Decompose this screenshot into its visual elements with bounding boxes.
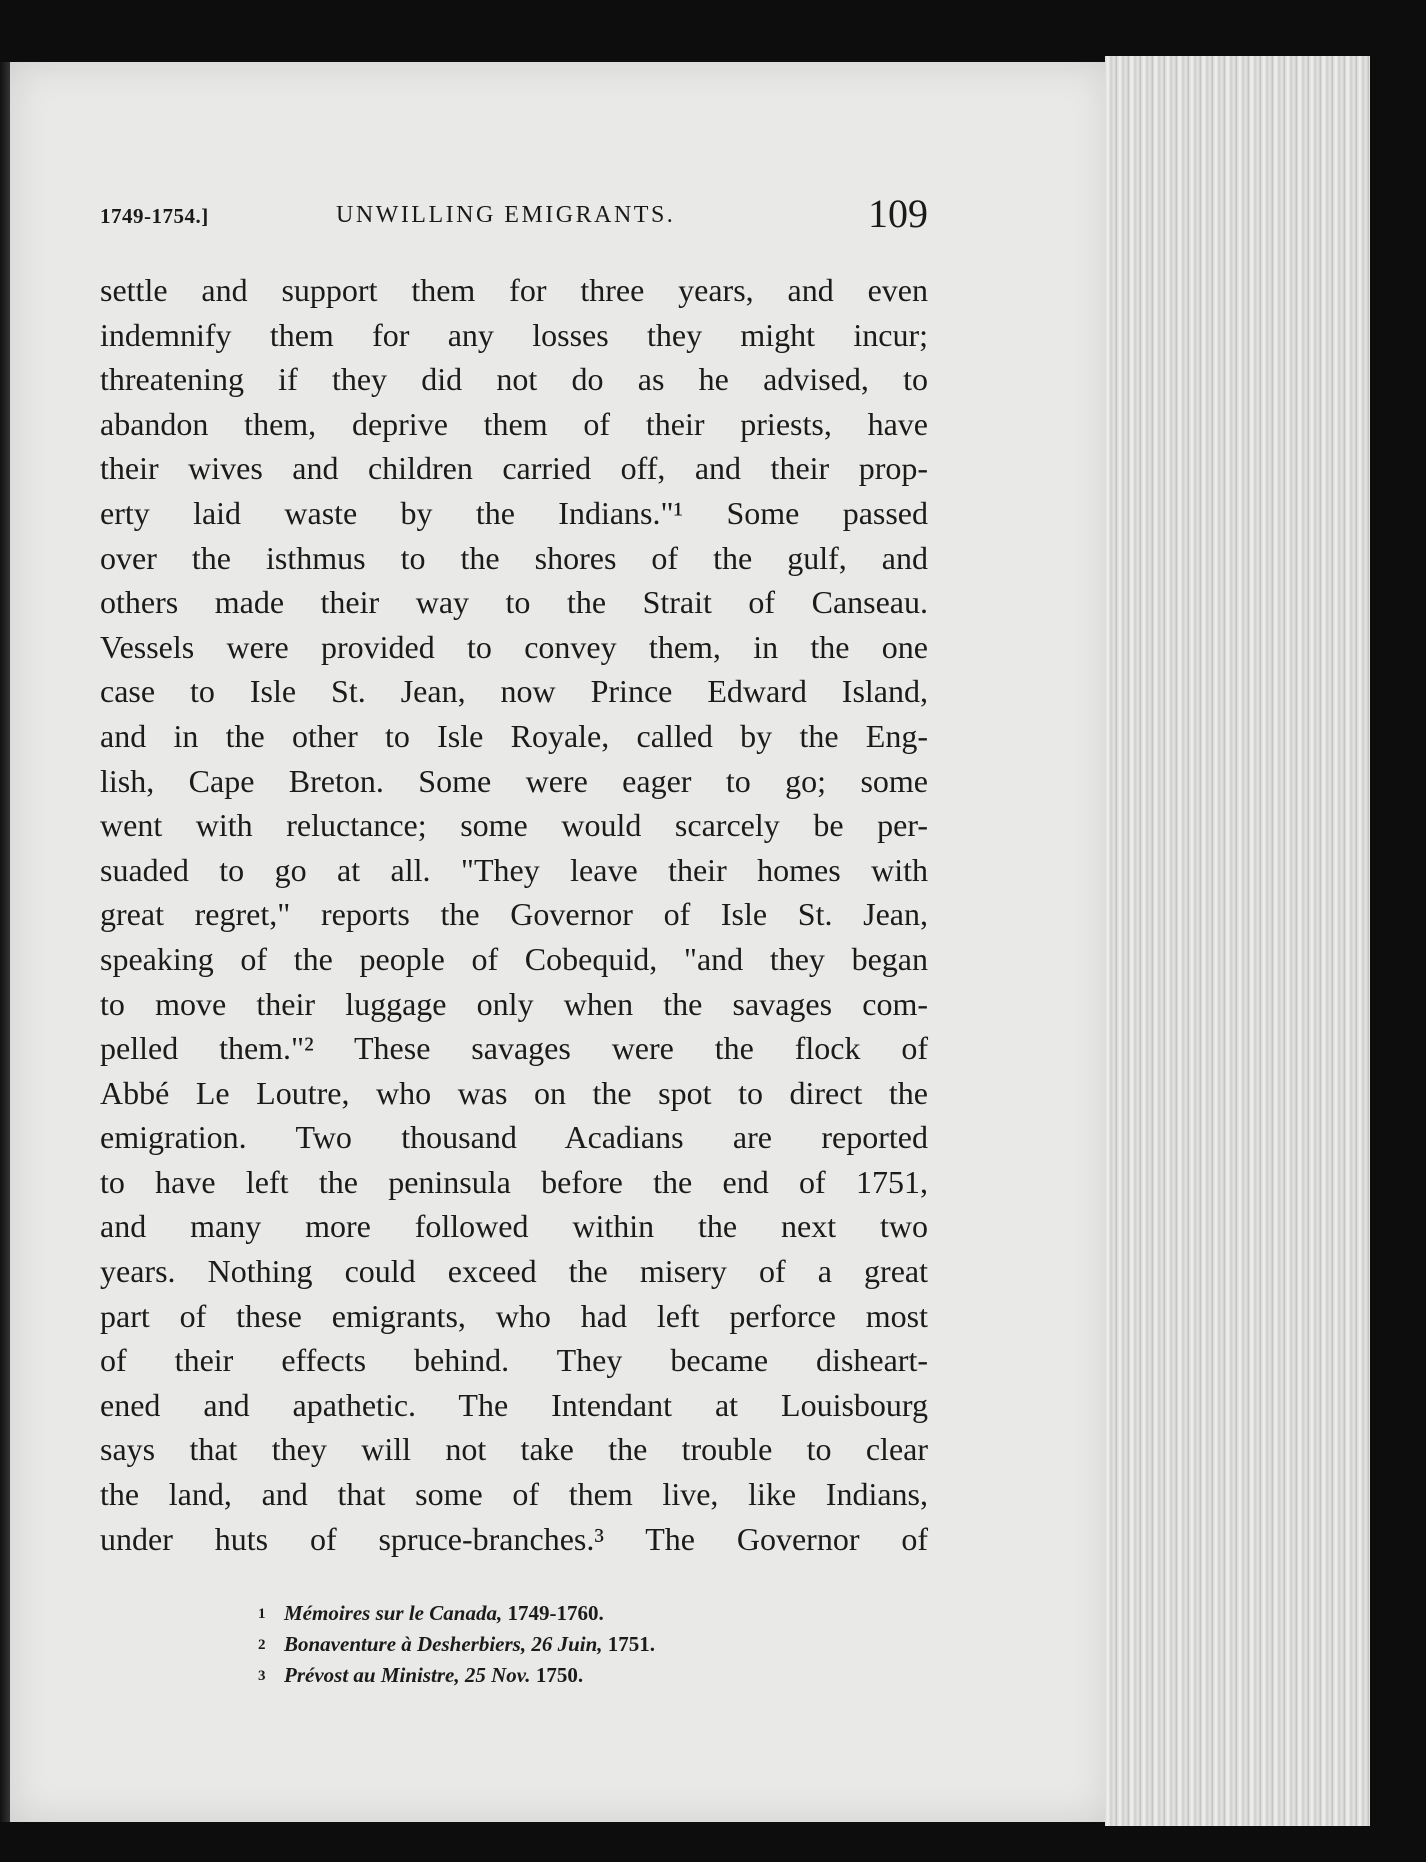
footnote-source: Mémoires sur le Canada, [284, 1601, 503, 1625]
footnote [258, 1629, 778, 1660]
text-line: threatening if they did not do as he advised, to [100, 361, 928, 398]
text-line: emigration. Two thousand Acadians are reported [100, 1119, 928, 1156]
page-number: 109 [868, 191, 928, 236]
text-line: speaking of the people of Cobequid, "and they began [100, 940, 928, 977]
header-date-range: 1749-1754.] [100, 204, 209, 228]
footnote-number: 3 [258, 1668, 266, 1684]
text-line: their wives and children carried off, and their prop- [100, 450, 928, 487]
running-header [100, 190, 928, 240]
text-line: over the isthmus to the shores of the gulf, and [100, 539, 928, 576]
text-line: went with reluctance; some would scarcely be per- [100, 807, 928, 844]
text-line: Abbé Le Loutre, who was on the spot to direct the [100, 1074, 928, 1111]
text-line: under huts of spruce-branches.³ The Governor of [100, 1520, 928, 1557]
text-line: to move their luggage only when the savages com- [100, 985, 928, 1022]
footnote-date: 1750. [535, 1663, 584, 1687]
text-line: lish, Cape Breton. Some were eager to go; some [100, 762, 928, 799]
text-line: says that they will not take the trouble to clear [100, 1431, 928, 1468]
text-line: and many more followed within the next two [100, 1208, 928, 1245]
footnote [258, 1660, 778, 1691]
text-line: suaded to go at all. "They leave their homes with [100, 851, 928, 888]
text-line: years. Nothing could exceed the misery of a great [100, 1253, 928, 1290]
text-line: of their effects behind. They became disheart- [100, 1342, 928, 1379]
footnote-number: 2 [258, 1637, 266, 1653]
text-line: to have left the peninsula before the end of 1751, [100, 1163, 928, 1200]
footnote-source: Prévost au Ministre, 25 Nov. [284, 1663, 531, 1687]
text-line: part of these emigrants, who had left perforce most [100, 1297, 928, 1334]
footnotes [258, 1598, 778, 1691]
text-line: indemnify them for any losses they might incur; [100, 316, 928, 353]
text-line: pelled them."² These savages were the flock of [100, 1030, 928, 1067]
body-text [100, 268, 928, 1561]
text-line: the land, and that some of them live, like Indians, [100, 1476, 928, 1513]
text-line: settle and support them for three years, and even [100, 272, 928, 308]
text-line: and in the other to Isle Royale, called by the Eng- [100, 717, 928, 754]
footnote-date: 1751. [607, 1632, 656, 1656]
text-line: ened and apathetic. The Intendant at Louisbourg [100, 1386, 928, 1423]
text-line: erty laid waste by the Indians."¹ Some passed [100, 494, 928, 531]
footnote-source: Bonaventure à Desherbiers, 26 Juin, [284, 1632, 603, 1656]
footnote [258, 1598, 778, 1629]
header-title: UNWILLING EMIGRANTS. [336, 202, 676, 228]
footnote-number: 1 [258, 1606, 266, 1622]
text-line: case to Isle St. Jean, now Prince Edward Island, [100, 673, 928, 710]
text-line: others made their way to the Strait of Canseau. [100, 584, 928, 621]
text-line: Vessels were provided to convey them, in the one [100, 628, 928, 665]
page-edges [1105, 56, 1370, 1826]
text-line: abandon them, deprive them of their priests, have [100, 405, 928, 442]
text-line: great regret," reports the Governor of Isle St. Jean, [100, 896, 928, 933]
footnote-date: 1749-1760. [507, 1601, 604, 1625]
